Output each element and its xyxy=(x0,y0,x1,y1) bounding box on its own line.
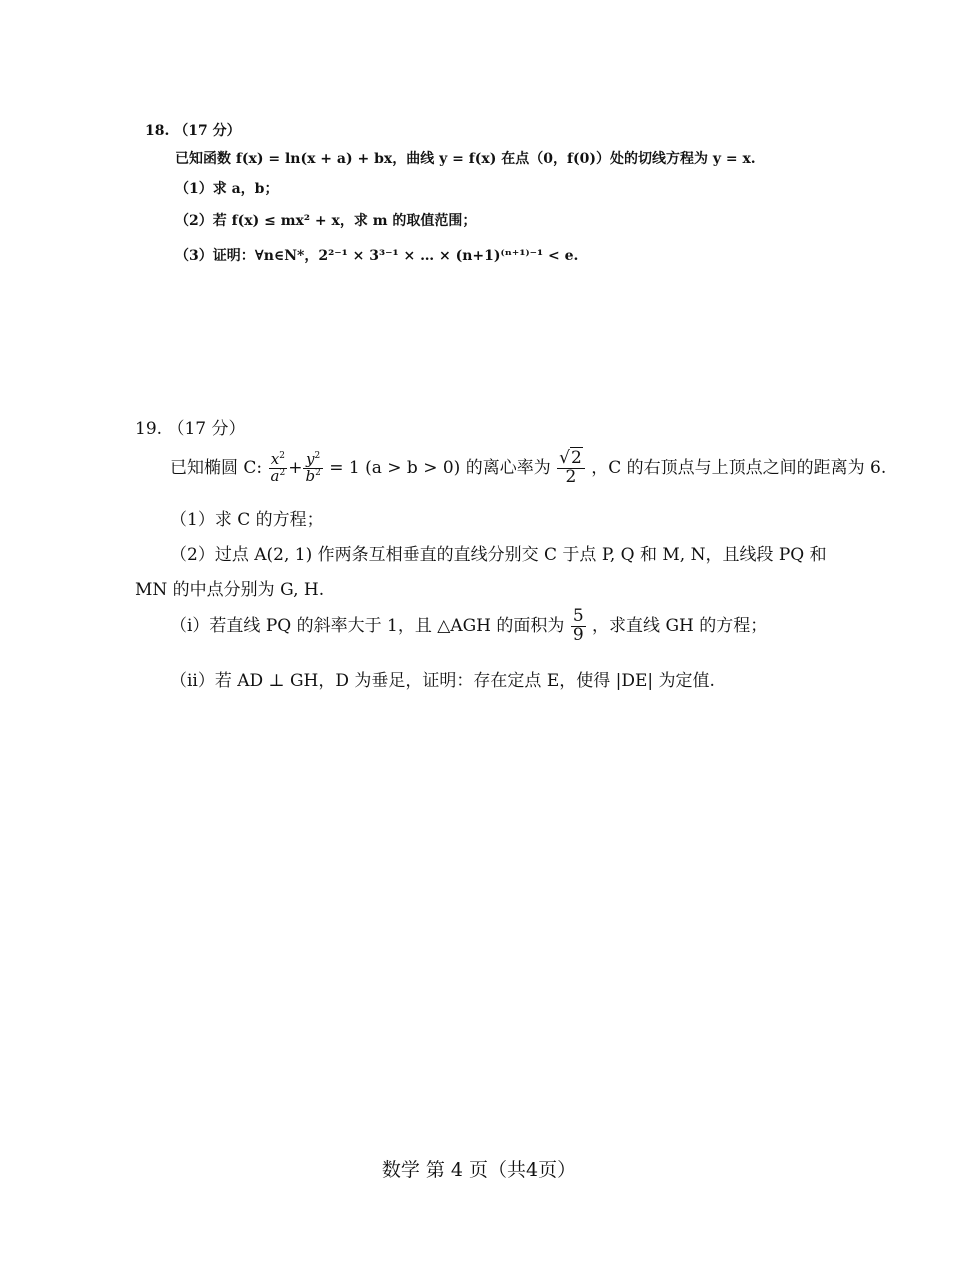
q19-part1: （1）求 C 的方程； xyxy=(170,510,324,530)
q19-stem: 已知椭圆 C: $\frac{x^2}{a^2}$ + $\frac{y^2}{b^2}$ = 1 (a > b > 0) 的离心率为 $\frac{√2}{2}$ ，C 的右顶点与上顶点之间的距离为 6. xyxy=(170,448,887,487)
q18-part2: （2）若 f(x) ≤ mx² + x，求 m 的取值范围； xyxy=(175,213,477,229)
q19-stem-suffix: ，C 的右顶点与上顶点之间的距离为 6. xyxy=(591,457,887,478)
q19-sub-i xyxy=(170,608,767,645)
q19-sub-i-prefix: （i）若直线 PQ 的斜率大于 1，且 △AGH 的面积为 xyxy=(170,615,565,636)
q18-header: 18. （17 分） xyxy=(145,123,241,139)
fraction-5-over-9: $\frac{5}{9}$ xyxy=(572,606,584,645)
q18-part1: （1）求 a，b； xyxy=(175,181,279,197)
q19-stem-eq-tail: = 1 (a > b > 0) 的离心率为 xyxy=(329,457,551,478)
fraction-x2-a2: $\frac{x^2}{a^2}$ xyxy=(270,450,286,485)
page-footer: 数学 第 4 页（共4页） xyxy=(381,1159,577,1181)
q19-part2-line1: （2）过点 A(2, 1) 作两条互相垂直的直线分别交 C 于点 P, Q 和 M, N，且线段 PQ 和 xyxy=(170,545,827,565)
q19-stem-prefix: 已知椭圆 C: xyxy=(170,457,263,478)
q19-part2-line2: MN 的中点分别为 G, H. xyxy=(135,580,325,600)
fraction-sqrt2-over-2: $\frac{√2}{2}$ xyxy=(557,450,585,487)
q18-stem: 已知函数 f(x) = ln(x + a) + bx，曲线 y = f(x) 在点（0，f(0)）处的切线方程为 y = x. xyxy=(175,151,756,167)
q19-header: 19. （17 分） xyxy=(135,419,246,439)
q19-sub-ii: （ii）若 AD ⊥ GH，D 为垂足，证明：存在定点 E，使得 |DE| 为定值. xyxy=(170,671,715,691)
q18-part3: （3）证明：∀n∈N*，2²⁻¹ × 3³⁻¹ × … × (n+1)⁽ⁿ⁺¹⁾⁻¹ < e. xyxy=(175,248,579,264)
fraction-y2-b2: $\frac{y^2}{b^2}$ xyxy=(305,450,321,485)
q19-sub-i-suffix: ，求直线 GH 的方程； xyxy=(592,615,768,636)
